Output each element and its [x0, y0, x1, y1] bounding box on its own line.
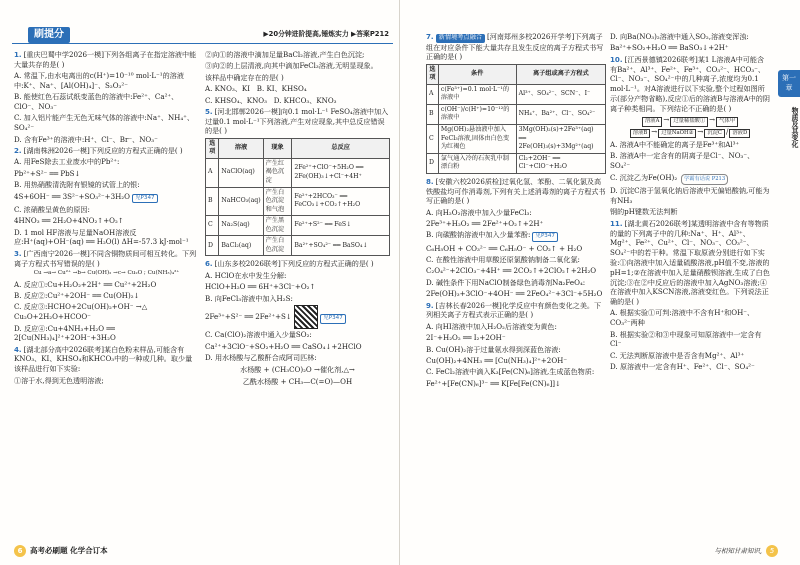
page-number: 6 — [14, 545, 26, 557]
aspirin-reaction-scheme: 水杨酸 + (CH₃CO)₂O →催化剂,△→ — [240, 365, 355, 374]
footer-title: 高考必刷题 化学合订本 — [30, 545, 108, 555]
aspirin-product-scheme: 乙酰水杨酸 + CH₃—C(=O)—OH — [242, 376, 353, 386]
q7-table: 选项 条件 离子组或离子方程式 A c(Fe³⁺)=0.1 mol·L⁻¹的溶液中 Al³⁺、SO₄²⁻、SCN⁻、I⁻ B c(OH⁻)/c(H⁺)=10⁻¹²的溶液中 NH₄⁺、Ba²⁺、Cl⁻、SO₄²⁻ C Mg(OH)₂悬浊液中加入FeCl₃溶液,固体由白色变为红褐色 3Mg(OH)₂(s)+2Fe³⁺(aq) ══ 2Fe(OH)₃(s)+3Mg²⁺(aq) D 氯气通入冷的石灰乳中制漂白粉 Cl₂+2OH⁻ ══ Cl⁻+ClO⁻+H₂O — [426, 64, 606, 174]
header-meta: ▶20分钟进阶提高,锤炼实力 ▶答案P212 — [263, 30, 389, 39]
table-row: A NaClO(aq) 产生红褐色沉淀 2Fe²⁺+ClO⁻+5H₂O ══ 2Fe(OH)₃↓+Cl⁻+4H⁺ — [206, 158, 390, 187]
table-row: A c(Fe³⁺)=0.1 mol·L⁻¹的溶液中 Al³⁺、SO₄²⁻、SCN⁻、I⁻ — [427, 84, 606, 104]
chapter-tab[interactable]: 第一章 — [778, 70, 800, 97]
qr-code-icon[interactable] — [294, 305, 318, 329]
left-column-1 — [14, 50, 199, 387]
table-row: C Mg(OH)₂悬浊液中加入FeCl₃溶液,固体由白色变为红褐色 3Mg(OH)₂(s)+2Fe³⁺(aq) ══ 2Fe(OH)₃(s)+3Mg²⁺(aq) — [427, 124, 606, 153]
right-footer — [714, 545, 778, 557]
chapter-title-tab: 物质及其变化 — [790, 107, 798, 148]
answer-pointer[interactable]: 见P347 — [132, 194, 158, 204]
study-tip-badge[interactable]: 学霸有话说 P213 — [681, 174, 728, 185]
question-7: 7. 新情境考点融合 [河南郑州多校2026开学考]下列离子组在对应条件下能大量共存且发生反应的离子方程式书写正确的是( ) 选项 条件 离子组或离子方程式 A c(Fe³⁺)=0.1 mol·L⁻¹的溶液中 Al³⁺、SO₄²⁻、SCN⁻、I⁻ B c(OH⁻)/c(H⁺)=10⁻¹²的溶液中 NH₄⁺、Ba²⁺、Cl⁻、SO₄²⁻ C Mg(OH)₂悬浊液中加入FeCl₃溶液,固体由白色变为红褐色 3Mg(OH)₂(s)+2Fe³⁺(aq) ══ 2Fe(OH)₃(s)+3Mg²⁺(aq) D 氯气通入冷的石灰乳中制漂白粉 Cl₂+2OH⁻ ══ Cl⁻+ClO⁻+H₂O — [426, 32, 606, 174]
left-column-2: ②向①的溶液中滴加足量BaCl₂溶液,产生白色沉淀; ③向②的上层清液,向其中滴加FeCl₃溶液,无明显现象。 该样品中确定存在的是( ) A. KNO₃、KI B. KI、KHSO₄ C. KHSO₄、KNO₃ D. KHCO₃、KNO₃ 5. [河北邯郸2026一模]向0.1 mol·L⁻¹ FeSO₄溶液中加入过量0.1 mol·L⁻¹下列溶液,产生对应现象,其中总反应错误的是( ) 选项 溶液 现象 总反应 A NaClO(aq) 产生红褐色沉淀 2Fe²⁺+ClO⁻+5H₂O ══ 2Fe(OH)₃↓+Cl⁻+4H⁺ B NaHCO₃(aq) 产生白色沉淀和气泡 Fe²⁺+2HCO₃⁻ ══ FeCO₃↓+CO₂↑+H₂O C Na₂S(aq) 产生黑色沉淀 Fe²⁺+S²⁻ ══ FeS↓ D BaCl₂(aq) 产生白色沉淀 Ba²⁺+SO₄²⁻ ══ BaSO₄↓ 6. [山东多校2026联考]下列反应的方程式正确的是( ) A. HClO在水中发生分解: HClO+H₂O ══ 6H⁺+3Cl⁻+O₂↑ B. 向FeCl₃溶液中加入H₂S: 2Fe³⁺+S²⁻ ══ 2Fe²⁺+S↓ 见P347 C. Ca(ClO)₂溶液中通入少量SO₂: Ca²⁺+3ClO⁻+SO₂+H₂O ══ CaSO₄↓+2HClO D. 用水杨酸与乙酸酐合成阿司匹林: 水杨酸 + (CH₃CO)₂O →催化剂,△→ 乙酰水杨酸 + CH₃—C(=O)—OH — [205, 50, 389, 386]
table-row: C Na₂S(aq) 产生黑色沉淀 Fe²⁺+S²⁻ ══ FeS↓ — [206, 216, 390, 236]
q10-flow-diagram: 溶液A → 过量稀盐酸① → 气体甲 溶液B → 过量NaOH② → 沉淀C / 溶液D — [610, 115, 770, 138]
q5-table: 选项 溶液 现象 总反应 A NaClO(aq) 产生红褐色沉淀 2Fe²⁺+ClO⁻+5H₂O ══ 2Fe(OH)₃↓+Cl⁻+4H⁺ B NaHCO₃(aq) 产生白色沉淀和气泡 Fe²⁺+2HCO₃⁻ ══ FeCO₃↓+CO₂↑+H₂O C Na₂S(aq) 产生黑色沉淀 Fe²⁺+S²⁻ ══ FeS↓ D BaCl₂(aq) 产生白色沉淀 Ba²⁺+SO₄²⁻ ══ BaSO₄↓ — [205, 138, 390, 257]
copper-scheme: Cu →a→ Cu²⁺ →b→ Cu(OH)₂ →c→ Cu₂O ; Cu(NH₃)₄²⁺ — [33, 270, 180, 277]
question-11: 11. [湖北黄石2026联考]某透明溶液中含有等物质的量的下列离子中的几种:Na⁺、H⁺、Al³⁺、Mg²⁺、Fe²⁺、Cu²⁺、Cl⁻、NO₃⁻、CO₃²⁻、SO₄²⁻中的若干种。常温下取原液分别进行如下实验:①向溶液中加入适量硫酸溶液,pH值不变,溶液的pH=1;②在溶液中加入足量硝酸钡溶液,生成了白色沉淀;③在②中反应后的溶液中加入AgNO₃溶液;④在溶液中加入KSCN溶液,溶液变红色。下列说法正确的是( ) A. 根据实验①可判:溶液中不含有H⁺和OH⁻、CO₃²⁻两种 B. 根据实验②和③中现象可知原溶液中一定含有Cl⁻ C. 无法判断原溶液中是否含有Mg²⁺、Al³⁺ D. 原溶液中一定含有H⁺、Fe²⁺、Cl⁻、SO₄²⁻ — [610, 218, 770, 372]
question-6: 6. [山东多校2026联考]下列反应的方程式正确的是( ) A. HClO在水中发生分解: HClO+H₂O ══ 6H⁺+3Cl⁻+O₂↑ B. 向FeCl₃溶液中加入H₂S: 2Fe³⁺+S²⁻ ══ 2Fe²⁺+S↓ 见P347 C. Ca(ClO)₂溶液中通入少量SO₂: Ca²⁺+3ClO⁻+SO₂+H₂O ══ CaSO₄↓+2HClO D. 用水杨酸与乙酸酐合成阿司匹林: 水杨酸 + (CH₃CO)₂O →催化剂,△→ 乙酰水杨酸 + CH₃—C(=O)—OH — [205, 259, 390, 386]
question-3: 3. [广西南宁2026一模]不同含铜物质间可相互转化。下列离子方程式书写错误的是( ) Cu →a→ Cu²⁺ →b→ Cu(OH)₂ →c→ Cu₂O ; Cu(NH₃)₄²⁺ A. 反应①:Cu+H₂O₂+2H⁺ ══ Cu²⁺+2H₂O B. 反应②:Cu²⁺+2OH⁻ ══ Cu(OH)₂↓ C. 反应③:HCHO+2Cu(OH)₂+OH⁻ →△ Cu₂O+2H₂O+HCOO⁻ D. 反应④:Cu+4NH₃+H₂O ══ 2[Cu(NH₃)₄]²⁺+2OH⁻+3H₂O — [14, 249, 199, 343]
question-9: 9. [吉林长春2026一模]化学反应中有颜色变化之美。下列相关离子方程式表示正确的是( ) A. 向HI溶液中加入H₂O₂后溶液变为黄色: 2I⁻+H₂O₂ ══ I₂+2OH⁻ B. Cu(OH)₂溶于过量氨水得到深蓝色溶液: Cu(OH)₂+4NH₃ ══ [Cu(NH₃)₄]²⁺+2OH⁻ C. FeCl₂溶液中滴入K₃[Fe(CN)₆]溶液,生成蓝色物质: Fe²⁺+[Fe(CN)₆]³⁻ ══ K[Fe[Fe(CN)₆]]↓ — [426, 300, 602, 388]
question-8: 8. [安徽六校2026质检]过氧化氢、苯酚、二氧化氯及高铁酸盐均可作消毒剂,下列有关上述消毒剂的离子方程式书写正确的是( ) A. 向H₂O₂溶液中加入少量FeCl₃: 2Fe³⁺+H₂O₂ ══ 2Fe²⁺+O₂↑+2H⁺ B. 向碳酸钠溶液中加入少量苯酚: 见P347 C₆H₅OH + CO₃²⁻ ══ C₆H₅O⁻ + CO₂↑ + H₂O C. 在酸性溶液中用草酸还原氯酸钠制备二氧化氯: C₂O₄²⁻+2ClO₃⁻+4H⁺ ══ 2CO₂↑+2ClO₂↑+2H₂O D. 碱性条件下用NaClO制备绿色消毒剂Na₂FeO₄: 2Fe(OH)₃+3ClO⁻+4OH⁻ ══ 2FeO₄²⁻+3Cl⁻+5H₂O — [426, 176, 606, 299]
right-page — [400, 0, 800, 565]
question-10: 10. [江西景德镇2026联考]某1 L溶液A中可能含有Ba²⁺、Al³⁺、Fe²⁺、Fe³⁺、CO₃²⁻、HCO₃⁻、Cl⁻、NO₃⁻、SO₄²⁻中的几种离子,浓度均为0.1 mol·L⁻¹。对A溶液进行以下实验,整个过程如图所示(部分产物省略),反应①后的溶液B与溶液A中的阴离子种类相同。下列结论不正确的是( ) 溶液A → 过量稀盐酸① → 气体甲 溶液B → 过量NaOH② → 沉淀C / 溶液D A. 溶液A中不能确定的离子是Fe³⁺和Al³⁺ B. 溶液A中一定含有的阴离子是Cl⁻、NO₃⁻、SO₄²⁻ C. 沉淀乙为Fe(OH)₂ 学霸有话说 P213 D. 沉淀C溶于氢氧化钠后溶液中无偏铝酸钠,可能为有NH₃ 钢的pH键数无法判断 — [610, 54, 770, 217]
right-column-2: D. 向Ba(NO₃)₂溶液中通入SO₂,溶液变浑浊: Ba²⁺+SO₂+H₂O ══ BaSO₃↓+2H⁺ 10. [江西景德镇2026联考]某1 L溶液A中可能含有Ba²⁺、Al³⁺、Fe²⁺、Fe³⁺、CO₃²⁻、HCO₃⁻、Cl⁻、NO₃⁻、SO₄²⁻中的几种离子,浓度均为0.1 mol·L⁻¹。对A溶液进行以下实验,整个过程如图所示(部分产物省略),反应①后的溶液B与溶液A中的阴离子种类相同。下列结论不正确的是( ) 溶液A → 过量稀盐酸① → 气体甲 溶液B → 过量NaOH② → 沉淀C / 溶液D A. 溶液A中不能确定的离子是Fe³⁺和Al³⁺ B. 溶液A中一定含有的阴离子是Cl⁻、NO₃⁻、SO₄²⁻ C. 沉淀乙为Fe(OH)₂ 学霸有话说 P213 D. 沉淀C溶于氢氧化钠后溶液中无偏铝酸钠,可能为有NH₃ 钢的pH键数无法判断 11. [湖北黄石2026联考]某透明溶液中含有等物质的量的下列离子中的几种:Na⁺、H⁺、Al³⁺、Mg²⁺、Fe²⁺、Cu²⁺、Cl⁻、NO₃⁻、CO₃²⁻、SO₄²⁻中的若干种。常温下取原液分别进行如下实验:①向溶液中加入适量硫酸溶液,pH值不变,溶液的pH=1;②在溶液中加入足量硝酸钡溶液,生成了白色沉淀;③在②中反应后的溶液中加入AgNO₃溶液;④在溶液中加入KSCN溶液,溶液变红色。下列说法正确的是( ) A. 根据实验①可判:溶液中不含有H⁺和OH⁻、CO₃²⁻两种 B. 根据实验②和③中现象可知原溶液中一定含有Cl⁻ C. 无法判断原溶液中是否含有Mg²⁺、Al³⁺ D. 原溶液中一定含有H⁺、Fe²⁺、Cl⁻、SO₄²⁻ — [610, 32, 770, 372]
brand-label: 刷提分 — [28, 27, 70, 43]
table-row: B c(OH⁻)/c(H⁺)=10⁻¹²的溶液中 NH₄⁺、Ba²⁺、Cl⁻、SO₄²⁻ — [427, 104, 606, 124]
new-context-tag: 新情境考点融合 — [436, 34, 485, 43]
question-2: 2. [湖南株洲2026一模]下列反应的方程式正确的是( ) A. 用FeS除去工业废水中的Pb²⁺: Pb²⁺+S²⁻ ══ PbS↓ B. 用热硝酸清洗附有银镜的试管上的银: 4S+6OH⁻ ══ 3S²⁻+SO₃²⁻+3H₂O 见P347 C. 浓硝酸呈黄色的原因: 4HNO₃ ══ 2H₂O+4NO₂↑+O₂↑ D. 1 mol HF溶液与足量NaOH溶液反应:H⁺(aq)+OH⁻(aq) ══ H₂O(l) ΔH=-57.3 kJ·mol⁻¹ — [14, 146, 189, 247]
table-row: B NaHCO₃(aq) 产生白色沉淀和气泡 Fe²⁺+2HCO₃⁻ ══ FeCO₃↓+CO₂↑+H₂O — [206, 187, 390, 216]
answer-pointer[interactable]: 见P347 — [532, 232, 558, 242]
table-row: D BaCl₂(aq) 产生白色沉淀 Ba²⁺+SO₄²⁻ ══ BaSO₄↓ — [206, 236, 390, 256]
question-5: 5. [河北邯郸2026一模]向0.1 mol·L⁻¹ FeSO₄溶液中加入过量0.1 mol·L⁻¹下列溶液,产生对应现象,其中总反应错误的是( ) 选项 溶液 现象 总反应 A NaClO(aq) 产生红褐色沉淀 2Fe²⁺+ClO⁻+5H₂O ══ 2Fe(OH)₃↓+Cl⁻+4H⁺ B NaHCO₃(aq) 产生白色沉淀和气泡 Fe²⁺+2HCO₃⁻ ══ FeCO₃↓+CO₂↑+H₂O C Na₂S(aq) 产生黑色沉淀 Fe²⁺+S²⁻ ══ FeS↓ D BaCl₂(aq) 产生白色沉淀 Ba²⁺+SO₄²⁻ ══ BaSO₄↓ — [205, 107, 390, 257]
section-header — [12, 27, 393, 44]
answer-pointer[interactable]: 见P347 — [320, 314, 346, 324]
footer-note: 与相知甘肃知识, — [714, 546, 762, 555]
question-4: 4. [湖北部分高中2026联考]某白色粉末样品,可能含有KNO₃、KI、KHSO₄和KHCO₃中的一种或几种。取少量该样品进行如下实验: ①溶于水,得到无色透明溶液; — [14, 344, 193, 385]
table-row: D 氯气通入冷的石灰乳中制漂白粉 Cl₂+2OH⁻ ══ Cl⁻+ClO⁻+H₂O — [427, 153, 606, 173]
right-column-1 — [426, 32, 606, 390]
left-footer — [14, 545, 108, 557]
page-number: 5 — [766, 545, 778, 557]
question-1: 1. [重庆巴蜀中学2026一模]下列各组离子在指定溶液中能大量共存的是( ) A. 常温下,由水电离出的c(H⁺)=10⁻¹⁰ mol·L⁻¹的溶液中:K⁺、Na⁺、[Al(OH)₄]⁻、S₂O₃²⁻ B. 能使红色石蕊试纸变蓝色的溶液中:Fe²⁺、Ca²⁺、ClO⁻、NO₃⁻ C. 加入铝片能产生无色无味气体的溶液中:Na⁺、NH₄⁺、SO₄²⁻ D. 含有Fe³⁺的溶液中:H⁺、Cl⁻、Br⁻、NO₃⁻ — [14, 50, 197, 144]
